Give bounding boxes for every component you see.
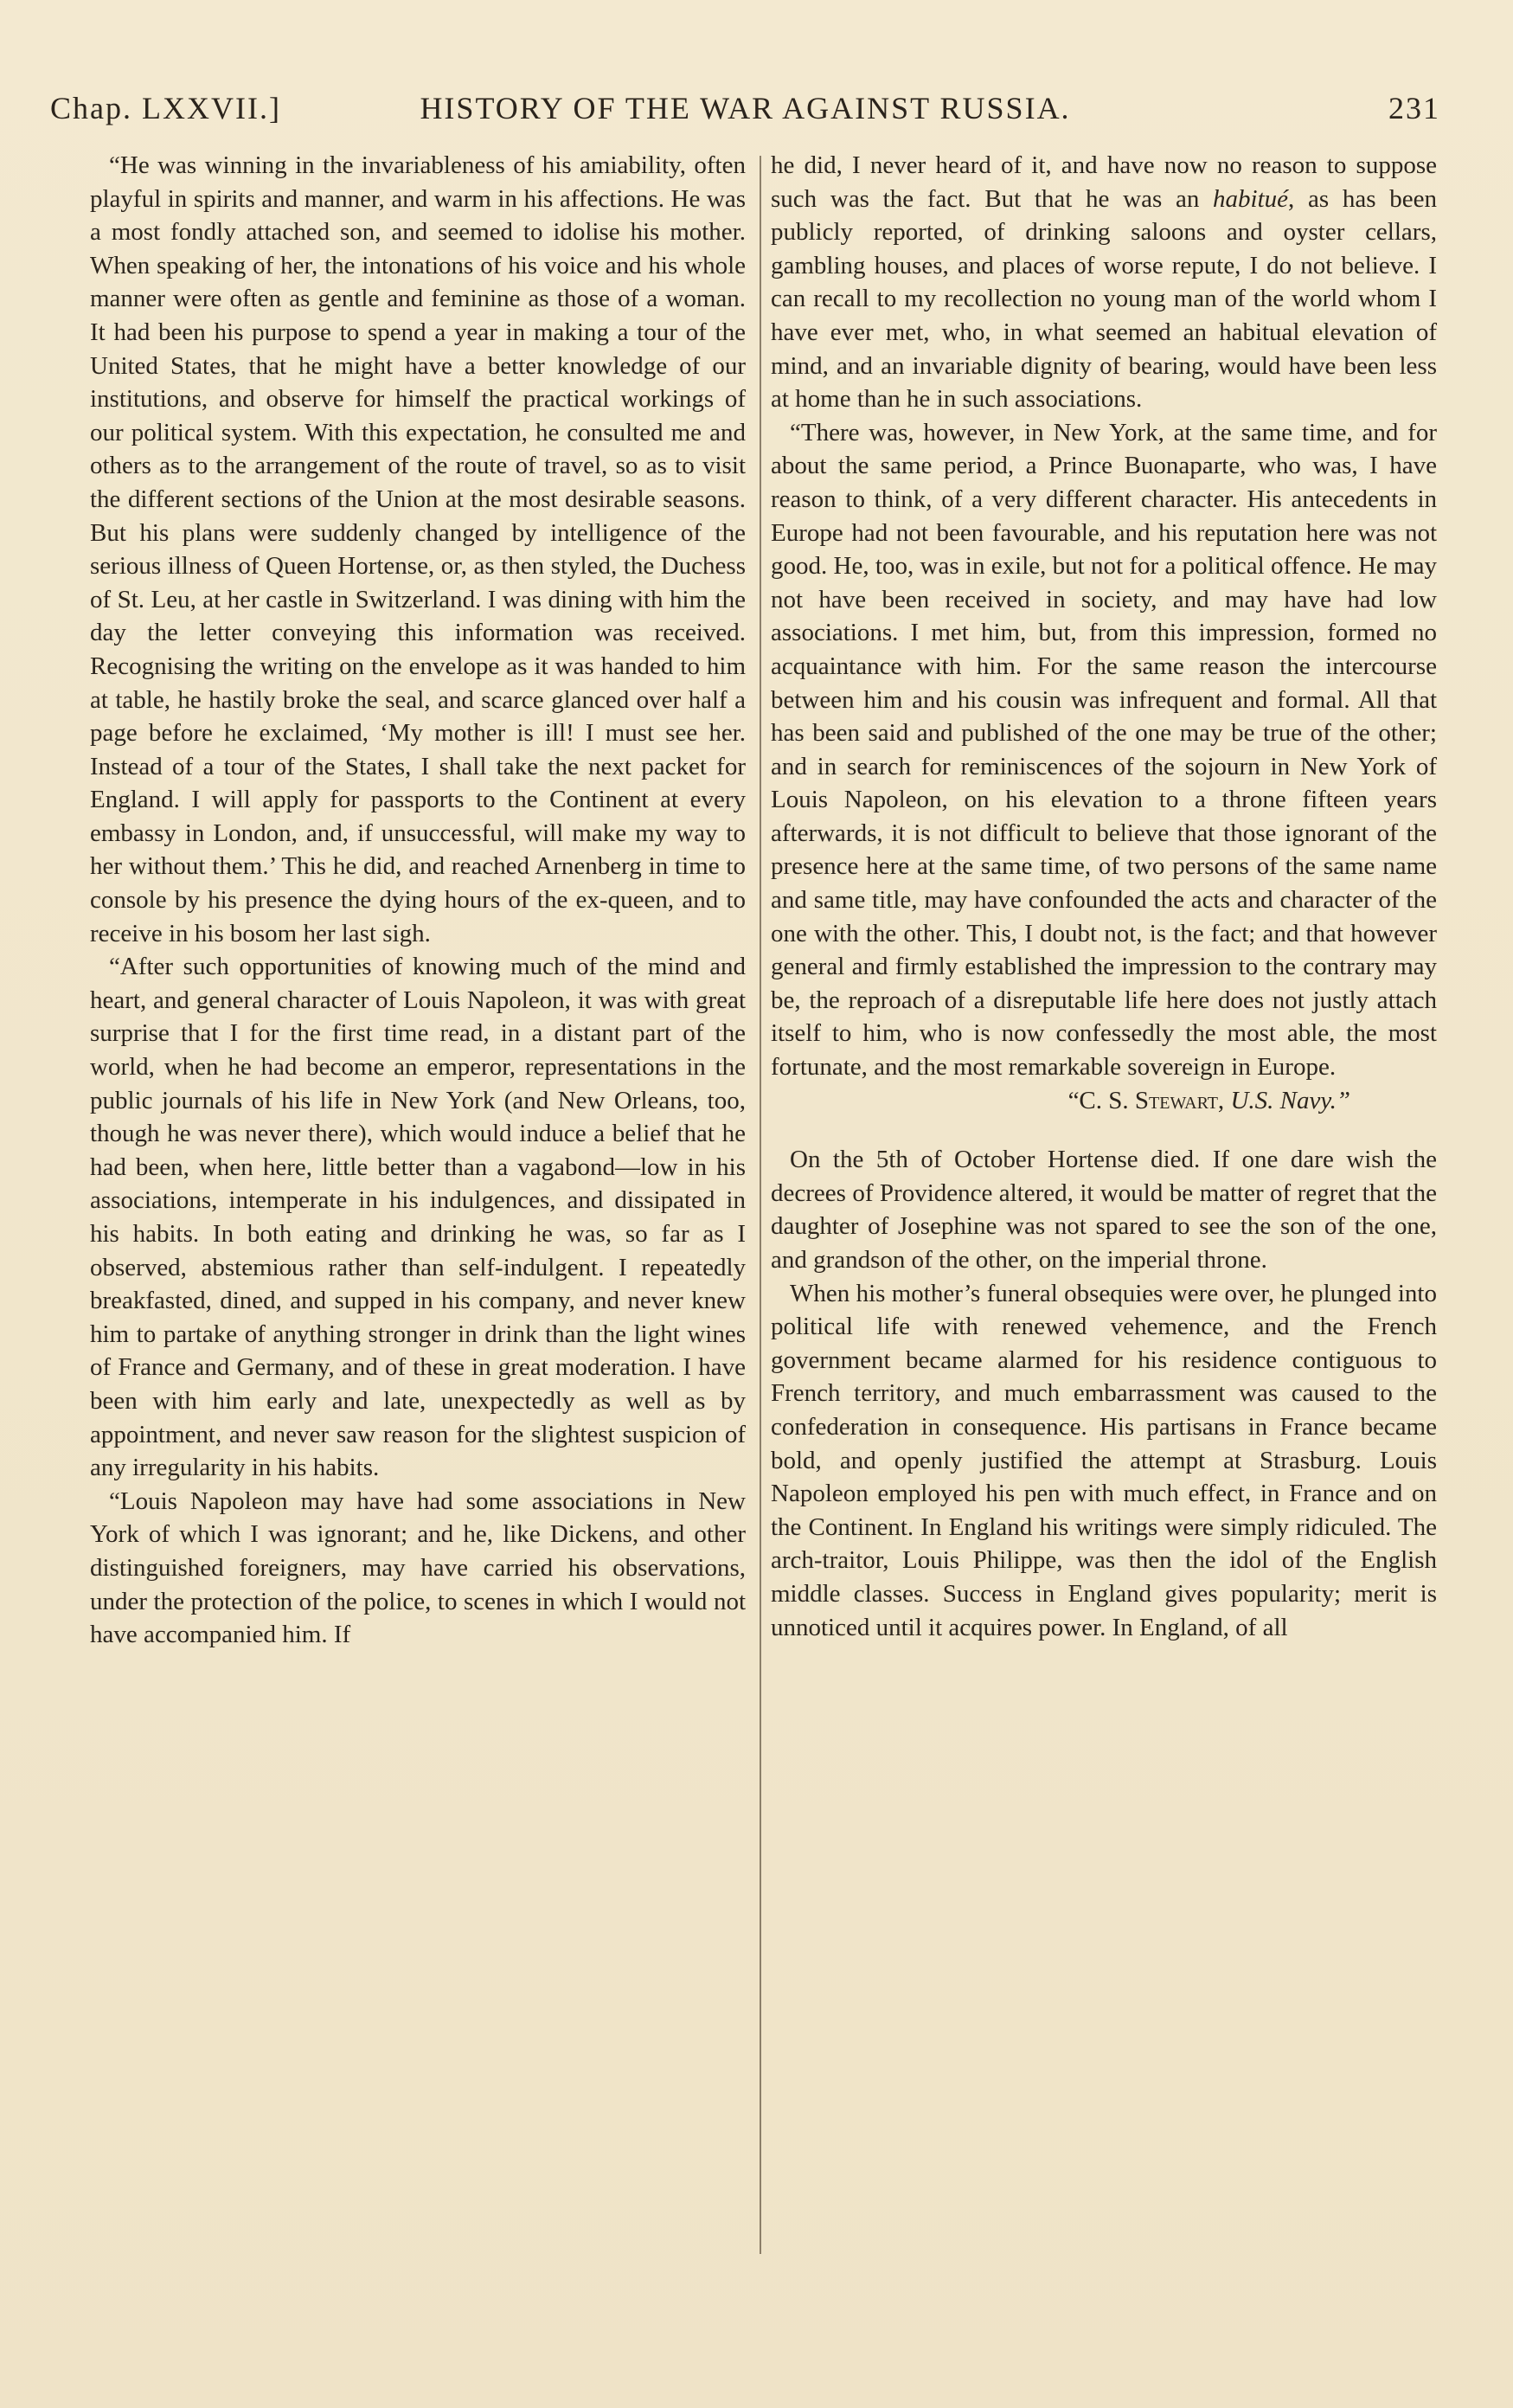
paragraph: “After such opportunities of knowing much of the mind and heart, and general character of Louis Napoleon, it was with great surprise that I for the first time read, in a distant part of the world, when he had become an emperor, representations in the public journals of his life in New York (and New Orleans, too, though he was never there), which would induce a belief that he had been, when here, little better than a vagabond—low in his associations, intemperate in his indulgences, and dissipated in his habits. In both eating and drinking he was, so far as I observed, abstemious rather than self-indulgent. I repeatedly breakfasted, dined, and supped in his company, and never knew him to partake of anything stronger in drink than the light wines of France and Germany, and of these in great moderation. I have been with him early and late, unexpectedly as well as by appointment, and never saw reason for the slightest suspicion of any irregularity in his habits.: [90, 953, 746, 1482]
paragraph: [771, 149, 1437, 416]
paragraph: “There was, however, in New York, at the same time, and for about the same period, a Prince Buonaparte, who was, I have reason to think, of a very different character. His antecedents in Europe had not been favourable, and his reputation here was not good. He, too, was in exile, but not for a political offence. He may not have been received in society, and may have had low associations. I met him, but, from this impression, formed no acquaintance with him. For the same reason the intercourse between him and his cousin was infrequent and formal. All that has been said and published of the one may be true of the other; and in search for reminiscences of the sojourn in New York of Louis Napoleon, on his elevation to a throne fifteen years afterwards, it is not difficult to believe that those ignorant of the presence here at the same time, of two persons of the same name and same title, may have confounded the acts and character of the one with the other. This, I doubt not, is the fact; and that however general and firmly established the impression to the contrary may be, the reproach of a disreputable life here does not justly attach itself to him, who is now confessedly the most able, the most fortunate, and the most remarkable sovereign in Europe.: [771, 418, 1437, 1082]
paragraph: When his mother’s funeral obsequies were over, he plunged into political life with renewed vehemence, and the French government became alarmed for his residence contiguous to French territory, and much embarrassment was caused to the confederation in consequence. His partisans in France became bold, and openly justified the attempt at Strasburg. Louis Napoleon employed his pen with much effect, in France and on the Continent. In England his writings were simply ridiculed. The arch-traitor, Louis Philippe, was then the idol of the English middle classes. Success in England gives popularity; merit is unnoticed until it acquires power. In England, of all: [771, 1279, 1437, 1641]
text-run: he did, I never heard of it, and have now no reason to suppose such was the fact. But that he was an: [771, 151, 1437, 213]
text-run: , as has been publicly reported, of drinking saloons and oyster cellars, gambling houses, and places of worse repute, I do not believe. I can recall to my recollection no young man of the world whom I have ever met, who, in what seemed an habitual elevation of mind, and an invariable dignity of bearing, would have been less at home than he in such associations.: [771, 184, 1437, 414]
page-number: 231: [1388, 91, 1440, 125]
signature-name: “C. S. Stewart,: [1067, 1086, 1225, 1114]
chapter-label: Chap. LXXVII.]: [50, 91, 281, 125]
signature-rank: U.S. Navy.”: [1230, 1086, 1350, 1114]
left-column: [90, 149, 746, 1652]
paragraph: “Louis Napoleon may have had some associations in New York of which I was ignorant; and he, like Dickens, and other distinguished foreigners, may have carried his observations, under the protection of the police, to scenes in which I would not have accompanied him. If: [90, 1487, 746, 1649]
running-title: HISTORY OF THE WAR AGAINST RUSSIA.: [420, 91, 1071, 125]
right-column: [771, 149, 1437, 1644]
italic-term: habitué: [1213, 184, 1289, 213]
letter-signature: [771, 1084, 1350, 1118]
paragraph: On the 5th of October Hortense died. If one dare wish the decrees of Providence altered, it would be matter of regret that the daughter of Josephine was not spared to see the son of the one, and grandson of the other, on the imperial throne.: [771, 1146, 1437, 1274]
running-header: [50, 90, 1440, 142]
paragraph: “He was winning in the invariableness of his amiability, often playful in spirits and manner, and warm in his affections. He was a most fondly attached son, and seemed to idolise his mother. When speaking of her, the intonations of his voice and his whole manner were often as gentle and feminine as those of a woman. It had been his purpose to spend a year in making a tour of the United States, that he might have a better knowledge of our institutions, and observe for himself the practical workings of our political system. With this expectation, he consulted me and others as to the arrangement of the route of travel, so as to visit the different sections of the Union at the most desirable seasons. But his plans were suddenly changed by intelligence of the serious illness of Queen Hortense, or, as then styled, the Duchess of St. Leu, at her castle in Switzerland. I was dining with him the day the letter conveying this information was received. Recognising the writing on the envelope as it was handed to him at table, he hastily broke the seal, and scarce glanced over half a page before he exclaimed, ‘My mother is ill! I must see her. Instead of a tour of the States, I shall take the next packet for England. I will apply for passports to the Continent at every embassy in London, and, if unsuccessful, will make my way to her without them.’ This he did, and reached Arnenberg in time to console by his presence the dying hours of the ex-queen, and to receive in his bosom her last sigh.: [90, 151, 746, 947]
column-divider: [760, 156, 761, 2254]
